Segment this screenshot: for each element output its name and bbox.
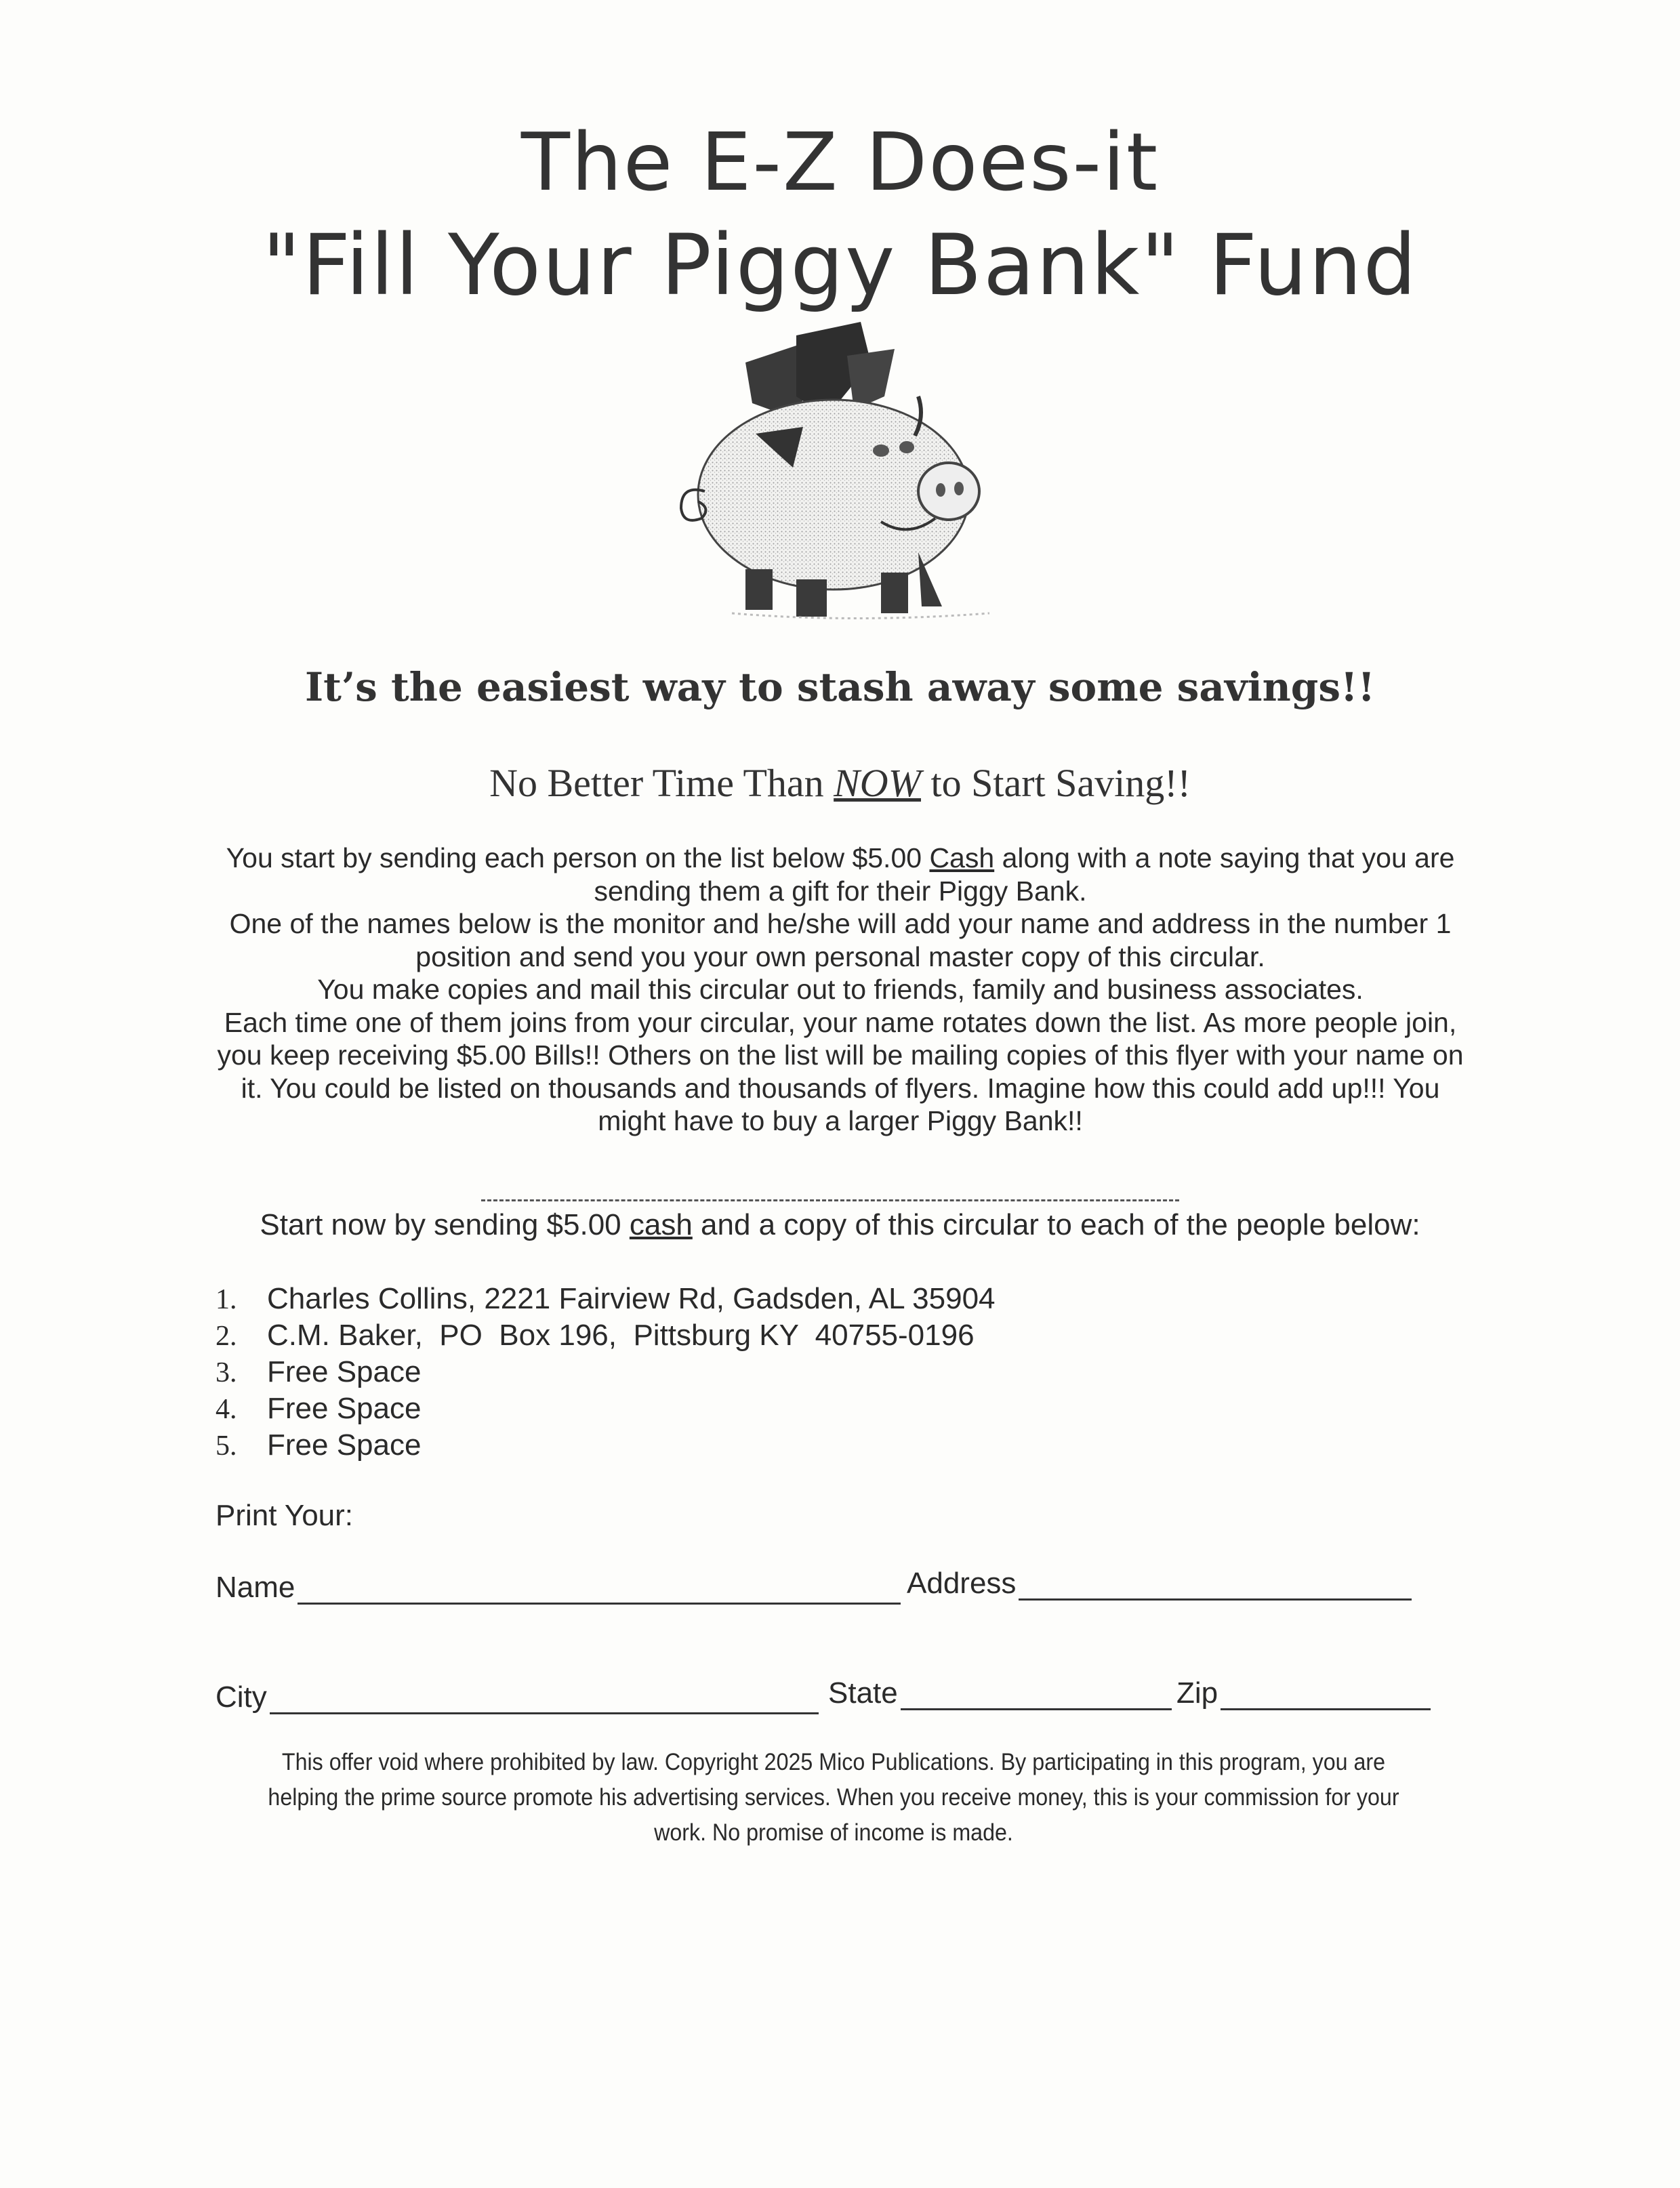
- body-p1-before: You start by sending each person on the list below $5.00: [226, 842, 930, 873]
- name-label: Name: [216, 1571, 295, 1604]
- zip-label: Zip: [1176, 1676, 1218, 1710]
- subtagline-emphasis: NOW: [834, 761, 922, 805]
- list-item-text: Free Space: [267, 1392, 422, 1425]
- list-item: [216, 1427, 996, 1464]
- list-item: [216, 1390, 996, 1427]
- body-paragraph-4: Each time one of them joins from your circular, your name rotates down the list. As more people join, you keep receiving $5.00 Bills!! Others on the list will be mailing copies of this flyer with your name on it. You could be listed on thousands and thousands of flyers. Imagine how this could add up!!! You might have to buy a larger Piggy Bank!!: [217, 1006, 1464, 1136]
- title-line-2: "Fill Your Piggy Bank" Fund: [262, 217, 1418, 314]
- body-text: [203, 842, 1477, 1138]
- city-line[interactable]: [270, 1685, 819, 1714]
- tagline: It’s the easiest way to stash away some savings!!: [305, 664, 1375, 710]
- list-item: [216, 1317, 996, 1354]
- subtagline: [0, 760, 1680, 806]
- list-item-text: Charles Collins, 2221 Fairview Rd, Gadsden, AL 35904: [267, 1282, 996, 1315]
- instruction: [0, 1208, 1680, 1242]
- address-field[interactable]: [907, 1567, 1412, 1601]
- list-item-number: 1.: [216, 1284, 237, 1315]
- zip-field[interactable]: [1176, 1676, 1431, 1710]
- list-item-number: 2.: [216, 1321, 237, 1352]
- body-p1-after: along with a note saying that you are sending them a gift for their Piggy Bank.: [594, 842, 1455, 907]
- dashed-divider: [481, 1199, 1179, 1201]
- list-item-number: 3.: [216, 1357, 237, 1388]
- address-label: Address: [907, 1567, 1017, 1600]
- city-label: City: [216, 1680, 267, 1714]
- list-item: [216, 1354, 996, 1390]
- state-field[interactable]: [828, 1676, 1172, 1710]
- list-item-text: Free Space: [267, 1428, 422, 1462]
- legal-footer: This offer void where prohibited by law. Copyright 2025 Mico Publications. By participating in this program, you are helping the prime source promote his advertising services. When you receive money, this is your commission for your work. No promise of income is made.: [268, 1749, 1399, 1846]
- instruction-before: Start now by sending $5.00: [260, 1208, 630, 1241]
- name-field[interactable]: [216, 1571, 901, 1605]
- state-label: State: [828, 1676, 898, 1710]
- body-paragraph-3: You make copies and mail this circular out to friends, family and business associates.: [317, 974, 1364, 1005]
- city-field[interactable]: [216, 1680, 819, 1714]
- instruction-after: and a copy of this circular to each of the people below:: [692, 1208, 1420, 1241]
- subtagline-before: No Better Time Than: [489, 761, 834, 805]
- state-line[interactable]: [901, 1681, 1172, 1710]
- zip-line[interactable]: [1221, 1681, 1431, 1710]
- title-line-1: The E-Z Does-it: [520, 115, 1160, 209]
- list-item-text: Free Space: [267, 1355, 422, 1388]
- list-item-number: 4.: [216, 1394, 237, 1425]
- body-p1-cash: Cash: [929, 842, 995, 873]
- subtagline-after: to Start Saving!!: [921, 761, 1191, 805]
- form-heading: Print Your:: [216, 1499, 354, 1532]
- body-paragraph-2: One of the names below is the monitor and he/she will add your name and address in the number 1 position and send you your own personal master copy of this circular.: [229, 908, 1452, 972]
- list-item: [216, 1281, 996, 1317]
- list-item-number: 5.: [216, 1430, 237, 1462]
- list-item-text: C.M. Baker, PO Box 196, Pittsburg KY 40755-0196: [267, 1319, 975, 1352]
- name-line[interactable]: [298, 1575, 901, 1605]
- body-paragraph-1: [203, 842, 1477, 907]
- instruction-cash: cash: [629, 1208, 693, 1241]
- address-line[interactable]: [1019, 1571, 1412, 1601]
- piggy-bank-icon: [651, 315, 1030, 634]
- recipient-list: [216, 1281, 996, 1464]
